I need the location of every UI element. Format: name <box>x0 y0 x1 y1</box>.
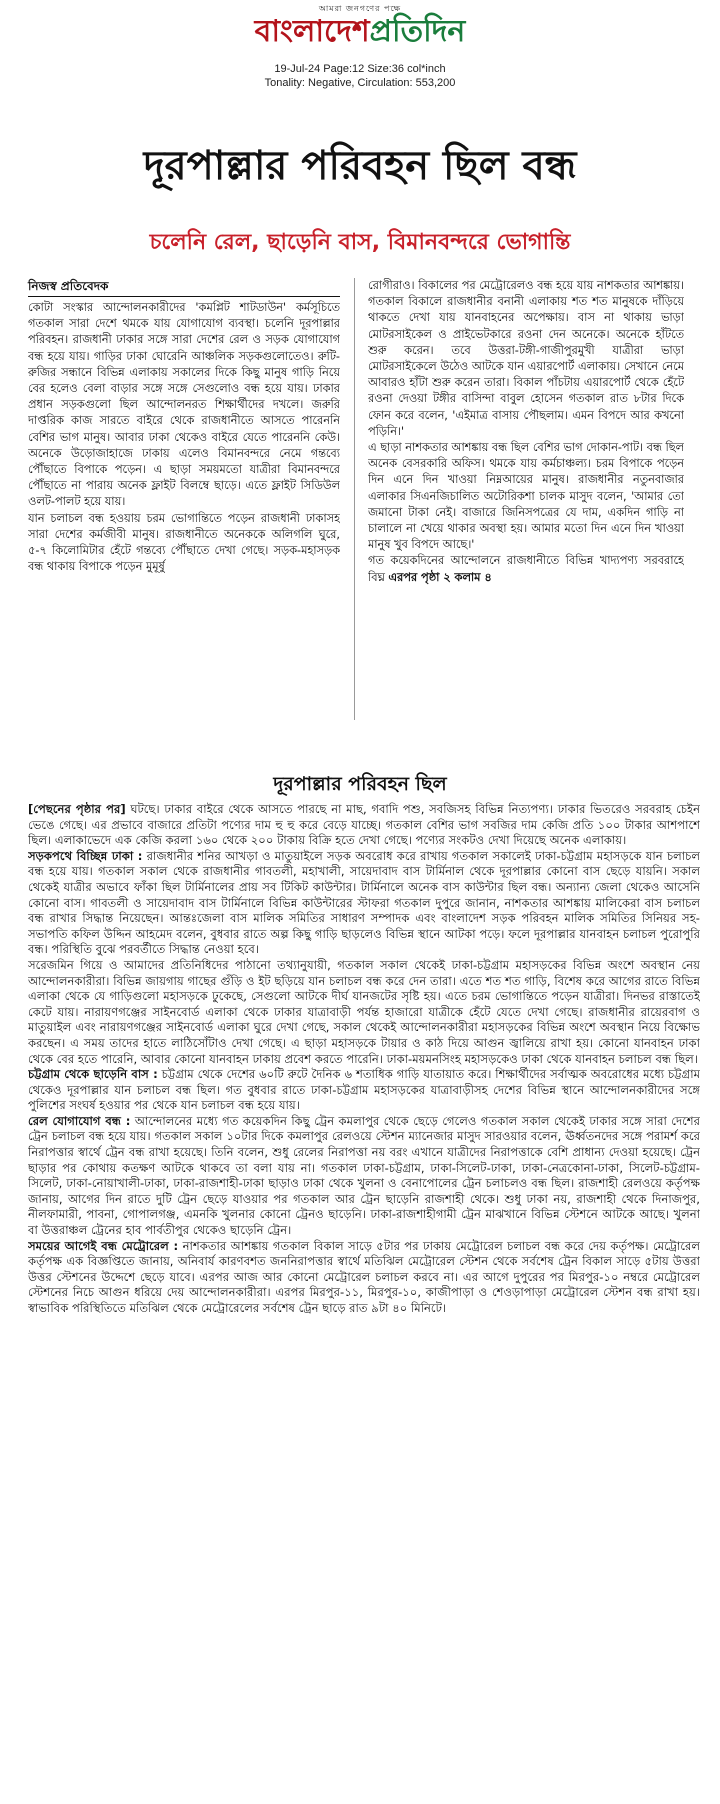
continuation-intro <box>28 802 700 849</box>
section-text: চট্টগ্রাম থেকে দেশের ৬০টি রুটে দৈনিক ৬ শতাধিক গাড়ি যাতায়াত করে। শিক্ষার্থীদের সর্বাত্মক অবরোধের মধ্যে চট্টগ্রাম থেকেও দূরপাল্লার যান চলাচল বন্ধ ছিল। গত বুধবার রাতে ঢাকা-চট্টগ্রাম মহাসড়কের যাত্রাবাড়ীসহ দেশের বিভিন্ন স্থানে আন্দোলনকারীদের সঙ্গে পুলিশের সংঘর্ষ হওয়ার পর থেকে যান চলাচল বন্ধ হয়ে যায়। <box>28 1067 700 1113</box>
meta-line-tonality: Tonality: Negative, Circulation: 553,200 <box>264 77 456 89</box>
article-byline: নিজস্ব প্রতিবেদক <box>28 279 109 293</box>
masthead <box>200 4 520 50</box>
article-headline: দূরপাল্লার পরিবহন ছিল বন্ধ <box>143 143 577 189</box>
right-paragraph <box>368 553 684 585</box>
continuation-intro-text: ঘটছে। ঢাকার বাইরে থেকে আসতে পারছে না মাছ, গবাদি পশু, সবজিসহ বিভিন্ন নিত্যপণ্য। ঢাকার ভিতরেও সরবরাহ চেইন ভেঙে গেছে। এর প্রভাবে বাজারে প্রতিটা পণ্যের দাম হু হু করে বেড়ে যাচ্ছে। গতকাল বেশির ভাগ সবজির দাম কেজি প্রতি ১০০ টাকার আশপাশে ছিল। এলাকাভেদে এক কেজি করলা ১৬০ থেকে ২০০ টাকায় বিক্রি হতে দেখা গেছে। পণ্যের সংকটও দেখা দিয়েছে অনেক এলাকায়। <box>28 802 700 848</box>
logo-red-part: বাংলাদেশ <box>254 14 370 49</box>
section-metro <box>28 1239 700 1317</box>
section-heading-road: সড়কপথে বিচ্ছিন্ন ঢাকা : <box>28 848 143 863</box>
left-paragraph: যান চলাচল বন্ধ হওয়ায় চরম ভোগান্তিতে পড়েন রাজধানী ঢাকাসহ সারা দেশের কর্মজীবী মানুষ। রাজধানীতে অনেককে অলিগলি ঘুরে, ৫-৭ কিলোমিটার হেঁটে গন্তব্যে পৌঁছাতে দেখা গেছে। সড়ক-মহাসড়ক বন্ধ থাকায় বিপাকে পড়েন মুমূর্ষু <box>28 511 340 574</box>
article-subheadline: চলেনি রেল, ছাড়েনি বাস, বিমানবন্দরে ভোগান্তি <box>149 230 571 255</box>
section-text: নাশকতার আশঙ্কায় গতকাল বিকাল সাড়ে ৫টার পর ঢাকায় মেট্রোরেল চলাচল বন্ধ করে দেয় কর্তৃপক্ষ। মেট্রোরেল কর্তৃপক্ষ এক বিজ্ঞপ্তিতে জানায়, অনিবার্য কারণবশত জননিরাপত্তার স্বার্থে মতিঝিল মেট্রোরেল স্টেশন থেকে সর্বশেষ ট্রেন বিকাল সাড়ে ৫টায় উত্তরা উত্তর স্টেশনের উদ্দেশে ছেড়ে যাবে। এরপর আজ আর কোনো মেট্রোরেল চলাচল করবে না। এর আগে দুপুরের পর মিরপুর-১০ নম্বরে মেট্রোরেল স্টেশনের নিচে আগুন ধরিয়ে দেয় আন্দোলনকারীরা। এরপর মিরপুর-১১, মিরপুর-১০, কাজীপাড়া ও শেওড়াপাড়া মেট্রোরেল স্টেশন বন্ধ রাখা হয়। স্বাভাবিক পরিস্থিতিতে মতিঝিল থেকে মেট্রোরেলের সর্বশেষ ট্রেন ছাড়ে রাত ৯টা ৪০ মিনিটে। <box>28 1238 700 1315</box>
section-text: রাজধানীর শনির আখড়া ও মাতুয়াইলে সড়ক অবরোধ করে রাখায় গতকাল সকালেই ঢাকা-চট্টগ্রাম মহাসড়কে যান চলাচল বন্ধ হয়ে যায়। গতকাল সকাল থেকে রাজধানীর গাবতলী, মহাখালী, সায়েদাবাদ বাস টার্মিনাল থেকে দূরপাল্লার কোনো বাস ছেড়ে যায়নি। সকাল থেকেই যাত্রীর অভাবে ফাঁকা ছিল টার্মিনালের প্রায় সব টিকিট কাউন্টার। টার্মিনালে অনেক বাস কাউন্টার ছিল বন্ধ। অন্যান্য জেলা থেকেও আসেনি কোনো বাস। গাবতলী ও সায়েদাবাদ বাস টার্মিনালে বিভিন্ন কাউন্টারের স্টাফরা গতকাল দুপুরে জানান, নাশকতার আশঙ্কায় মালিকেরা বাস চলাচল বন্ধ রাখার সিদ্ধান্ত নিয়েছেন। আন্তঃজেলা বাস মালিক সমিতির সাধারণ সম্পাদক এবং বাংলাদেশ সড়ক পরিবহন মালিক সমিতির সিনিয়র সহ-সভাপতি কফিল উদ্দিন আহমেদ বলেন, বুধবার রাতে অল্প কিছু গাড়ি ছাড়লেও বিভিন্ন স্থানে আটকা পড়ে। ফলে দূরপাল্লার যানবাহন চলাচল পুরোপুরি বন্ধ। পরিস্থিতি বুঝে পরবর্তীতে সিদ্ধান্ত নেওয়া হবে। <box>28 848 700 957</box>
masthead-tagline: আমরা জনগণের পক্ষে <box>318 4 402 13</box>
section-road-followup: সরেজমিন গিয়ে ও আমাদের প্রতিনিধিদের পাঠানো তথ্যানুযায়ী, গতকাল সকাল থেকেই ঢাকা-চট্টগ্রাম মহাসড়কের বিভিন্ন অংশে অবস্থান নেয় আন্দোলনকারীরা। বিভিন্ন জায়গায় গাছের গুঁড়ি ও ইট ছড়িয়ে যান চলাচল বন্ধ করে দেন তারা। এতে শত শত গাড়ি, বিশেষ করে আগের রাতে বিভিন্ন এলাকা থেকে যে গাড়িগুলো মহাসড়কে ঢুকেছে, সেগুলো আটকে দীর্ঘ যানজটের সৃষ্টি হয়। এতে চরম ভোগান্তিতে পড়েন যাত্রীরা। দিনভর রাস্তাতেই কেটে যায়। নারায়ণগঞ্জের সাইনবোর্ড এলাকা থেকে ঢাকার যাত্রাবাড়ী পর্যন্ত হাজারো যাত্রীকে হেঁটে যেতে দেখা গেছে। রাজধানীর রায়েরবাগ ও মাতুয়াইল এবং নারায়ণগঞ্জের সাইনবোর্ড এলাকা ঘুরে দেখা গেছে, সকাল থেকেই আন্দোলনকারীরা মহাসড়কের বিভিন্ন অংশে অবস্থান নিয়ে বিক্ষোভ করছেন। এ সময় তাদের হাতে লাঠিসোঁটাও দেখা গেছে। এ ছাড়া মহাসড়কে টায়ার ও কাঠ দিয়ে আগুন জ্বালিয়ে রাখা হয়। কোনো যানবাহন ঢাকা থেকে বের হতে পারেনি, আবার কোনো যানবাহন ঢাকায় প্রবেশ করতে পারেনি। ঢাকা-ময়মনসিংহ মহাসড়কেও ঢাকা থেকে যানবাহন চলাচল বন্ধ ছিল। <box>28 957 700 1066</box>
continuation-body <box>28 802 700 1792</box>
meta-line-page-size: 19-Jul-24 Page:12 Size:36 col*inch <box>274 63 446 75</box>
logo-green-part: প্রতিদিন <box>369 14 466 49</box>
article-right-column <box>368 278 684 718</box>
right-paragraph-text: গত কয়েকদিনের আন্দোলনে রাজধানীতে বিভিন্ন খাদ্যপণ্য সরবরাহে বিঘ্ন <box>368 554 684 584</box>
article-left-column <box>28 300 340 722</box>
column-divider <box>354 278 355 720</box>
section-text: আন্দোলনের মধ্যে গত কয়েকদিন কিছু ট্রেন কমলাপুর থেকে ছেড়ে গেলেও গতকাল সকাল থেকেই ঢাকার সঙ্গে সারা দেশের ট্রেন চলাচল বন্ধ হয়ে যায়। গতকাল সকাল ১০টার দিকে কমলাপুর রেলওয়ে স্টেশন ম্যানেজার মাসুদ সারওয়ার বলেন, ঊর্ধ্বতনদের সঙ্গে পরামর্শ করে নিরাপত্তার স্বার্থে ট্রেন বন্ধ রাখা হয়েছে। তিনি বলেন, শুধু রেলের নিরাপত্তা নয় বরং এখানে যাত্রীদের নিরাপত্তাকে বেশি প্রাধান্য দেওয়া হয়েছে। ট্রেন ছাড়ার পর কোথায় কতক্ষণ আটকে থাকবে তা বলা যায় না। গতকাল ঢাকা-চট্টগ্রাম, ঢাকা-সিলেট-ঢাকা, ঢাকা-নেত্রকোনা-ঢাকা, সিলেট-চট্টগ্রাম-সিলেট, ঢাকা-নোয়াখালী-ঢাকা, ঢাকা-রাজশাহী-ঢাকা ছাড়াও ঢাকা থেকে খুলনা ও বেনাপোলের ট্রেন চলাচলও বন্ধ ছিল। রাজশাহী রেলওয়ে কর্তৃপক্ষ জানায়, আগের দিন রাতে দুটি ট্রেন ছেড়ে যাওয়ার পর গতকাল আর ট্রেন ছাড়েনি রাজশাহী থেকে। শুধু ঢাকা নয়, রাজশাহী থেকে দিনাজপুর, নীলফামারী, পাবনা, গোপালগঞ্জ, এমনকি খুলনার কোনো ট্রেনও ছাড়েনি। ঢাকা-রাজশাহীগামী ট্রেন মাঝখানে বিভিন্ন স্টেশনে আটকে আছে। খুলনা বা উত্তরাঞ্চল ট্রেনের হাব পার্বতীপুর থেকেও ছাড়েনি ট্রেন। <box>28 1113 700 1238</box>
section-rail <box>28 1114 700 1239</box>
right-paragraph: রোগীরাও। বিকালের পর মেট্রোরেলও বন্ধ হয়ে যায় নাশকতার আশঙ্কায়। গতকাল বিকালে রাজধানীর বনানী এলাকায় শত শত মানুষকে দাঁড়িয়ে থাকতে দেখা যায় যানবাহনের অপেক্ষায়। বাস না থাকায় ভাড়া মোটরসাইকেল ও প্রাইভেটকারে রওনা দেন অনেকে। অনেকে হাঁটতে শুরু করেন। তবে উত্তরা-টঙ্গী-গাজীপুরমুখী যাত্রীরা ভাড়া মোটরসাইকেলে উঠেও আটকে যান এয়ারপোর্ট এলাকায়। সেখানে নেমে আবারও হাঁটা শুরু করেন তারা। বিকাল পাঁচটায় এয়ারপোর্ট থেকে হেঁটে রওনা দেওয়া টঙ্গীর বাসিন্দা বাবুল হোসেন গতকাল রাত ৮টার দিকে ফোন করে বলেন, 'এইমাত্র বাসায় পৌছলাম। এমন বিপদে আর কখনো পড়িনি।' <box>368 279 684 438</box>
right-paragraph: এ ছাড়া নাশকতার আশঙ্কায় বন্ধ ছিল বেশির ভাগ দোকান-পাট। বন্ধ ছিল অনেক বেসরকারি অফিস। থমকে যায় কর্মচাঞ্চল্য। চরম বিপাকে পড়েন দিন এনে দিন খাওয়া নিম্নআয়ের মানুষ। রাজধানীর নতুনবাজার এলাকার সিএনজিচালিত অটোরিকশা চালক মাসুদ বলেন, 'আমার তো জমানো টাকা নেই। বাজারে জিনিসপত্রের যে দাম, একদিন গাড়ি না চালালে না খেয়ে থাকার অবস্থা হয়। আমার মতো দিন এনে দিন খাওয়া মানুষ খুব বিপদে আছে।' <box>368 441 684 552</box>
clipping-metadata <box>230 62 490 90</box>
byline-rule <box>28 296 340 297</box>
section-heading-rail: রেল যোগাযোগ বন্ধ : <box>28 1113 131 1128</box>
section-chattogram <box>28 1067 700 1114</box>
continued-on-jump-line: এরপর পৃষ্ঠা ২ কলাম ৪ <box>388 570 492 584</box>
continued-from-label: [পেছনের পৃষ্ঠার পর] <box>28 802 126 816</box>
newspaper-logo <box>200 14 520 50</box>
section-heading-chattogram: চট্টগ্রাম থেকে ছাড়েনি বাস : <box>28 1067 158 1082</box>
left-paragraph: কোটা সংস্কার আন্দোলনকারীদের 'কমপ্লিট শাটডাউন' কর্মসূচিতে গতকাল সারা দেশে থমকে যায় যোগাযোগ ব্যবস্থা। চলেনি দূরপাল্লার পরিবহন। রাজধানী ঢাকার সঙ্গে সারা দেশের রেল ও সড়ক যোগাযোগ বন্ধ হয়ে যায়। গাড়ির ঢাকা ঘোরেনি আঞ্চলিক সড়কগুলোতেও। রুটি-রুজির সন্ধানে বিভিন্ন এলাকায় সকালের দিকে কিছু মানুষ গাড়ি নিয়ে বের হলেও বেলা বাড়ার সঙ্গে সঙ্গে সেগুলোও বন্ধ হয়ে যায়। ঢাকার প্রধান সড়কগুলো ছিল আন্দোলনরত শিক্ষার্থীদের দখলে। জরুরি দাপ্তরিক কাজ সারতে বাইরে থেকে রাজধানীতে আসতে পারেননি বেশির ভাগ মানুষ। আবার ঢাকা থেকেও বাইরে যেতে পারেননি কেউ। অনেকে উড়োজাহাজে ঢাকায় এলেও বিমানবন্দরে নেমে গন্তব্যে পৌঁছাতে বিপাকে পড়েন। এ ছাড়া সময়মতো যাত্রীরা বিমানবন্দরে পৌঁছাতে না পারায় অনেক ফ্লাইট বিলম্বে ছাড়ে। এতে ফ্লাইট সিডিউল ওলট-পালট হয়ে যায়। <box>28 301 340 509</box>
section-road <box>28 849 700 958</box>
continuation-title: দূরপাল্লার পরিবহন ছিল <box>273 773 447 795</box>
section-heading-metro: সময়ের আগেই বন্ধ মেট্রোরেল : <box>28 1238 179 1253</box>
